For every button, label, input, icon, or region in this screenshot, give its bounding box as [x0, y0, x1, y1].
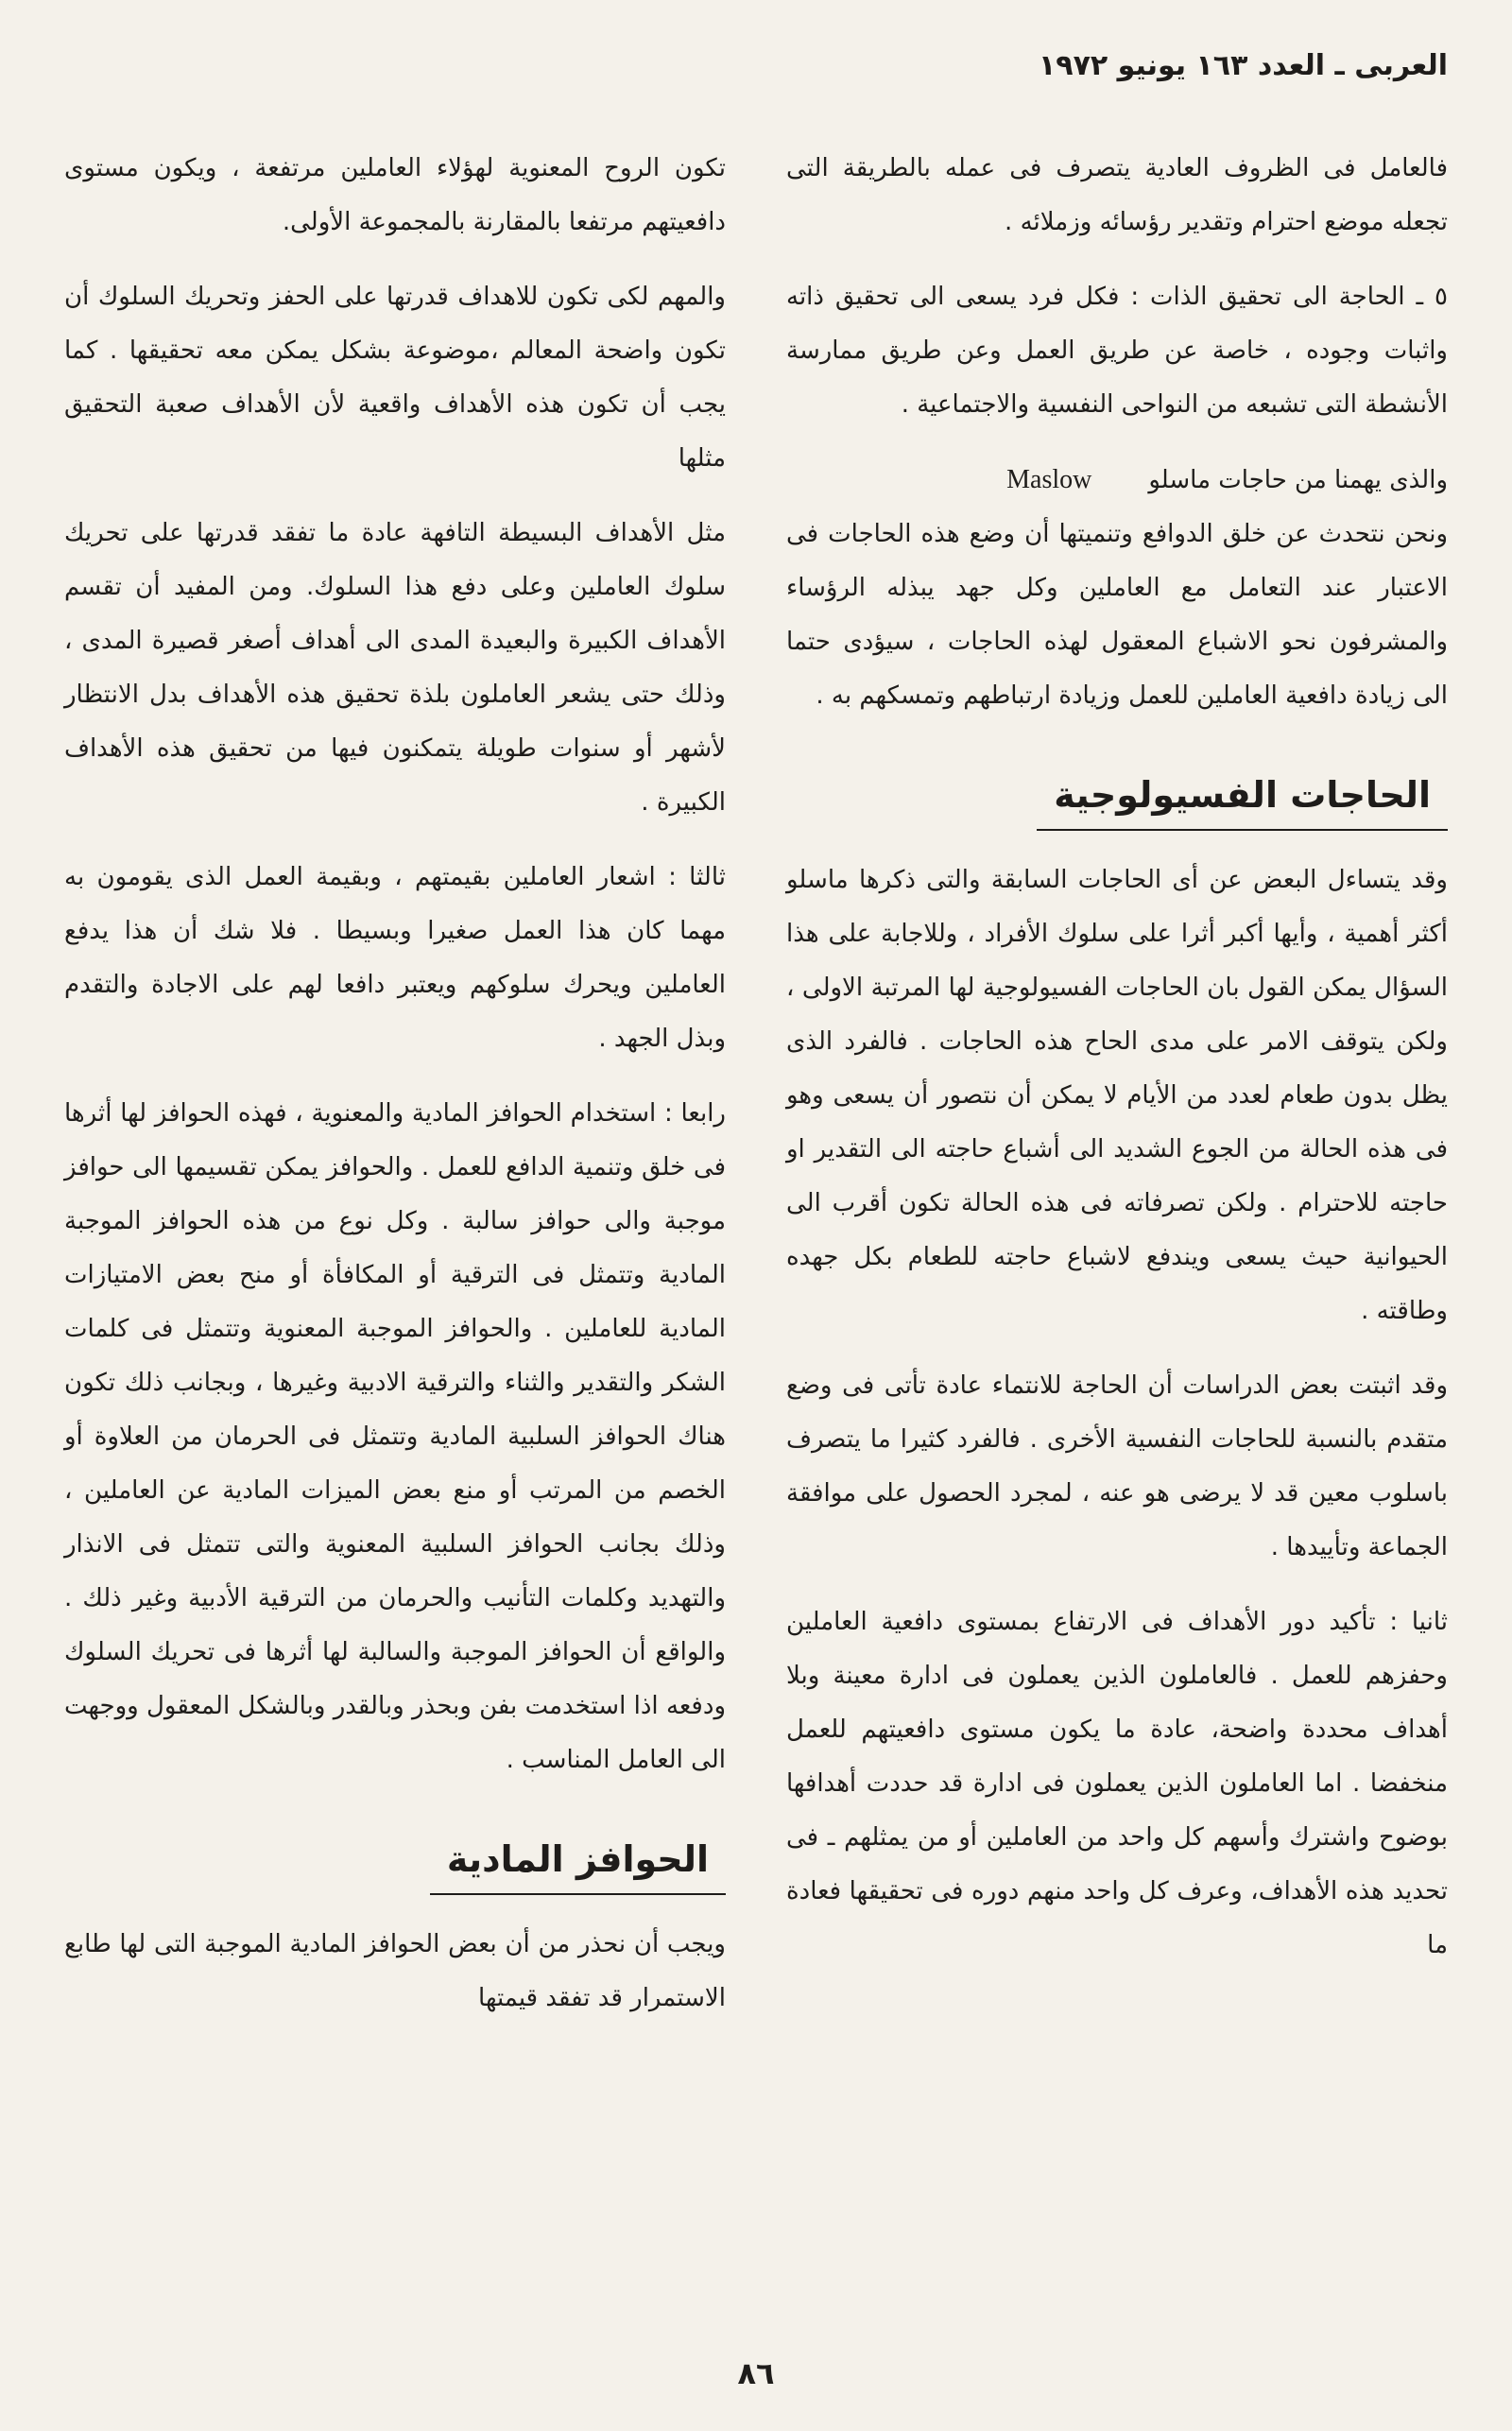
paragraph: وقد يتساءل البعض عن أى الحاجات السابقة والتى ذكرها ماسلو أكثر أهمية ، وأيها أكبر أثرا على سلوك الأفراد ، وللاجابة على هذا السؤال يمكن القول بان الحاجات الفسيولوجية لها المرتبة الاولى ، ولكن يتوقف الامر على مدى الحاح هذه الحاجات . فالفرد الذى يظل بدون طعام لعدد من الأيام لا يمكن أن نتصور أن يسعى وهو فى هذه الحالة من الجوع الشديد الى أشباع حاجته الى التقدير او حاجته للاحترام . ولكن تصرفاته فى هذه الحالة تكون أقرب الى الحيوانية حيث يسعى ويندفع لاشباع حاجته للطعام بكل جهده وطاقته . [786, 866, 1448, 1325]
section-heading-text: الحوافز المادية [430, 1831, 726, 1895]
section-heading [64, 1831, 726, 1895]
paragraph: ونحن نتحدث عن خلق الدوافع وتنميتها أن وضع هذه الحاجات فى الاعتبار عند التعامل مع العاملين وكل جهد يبذله الرؤساء والمشرفون نحو الاشباع المعقول لهذه الحاجات ، سيؤدى حتما الى زيادة دافعية العاملين للعمل وزيادة ارتباطهم وتمسكهم به . [786, 520, 1448, 710]
paragraph: ٥ ـ الحاجة الى تحقيق الذات : فكل فرد يسعى الى تحقيق ذاته واثبات وجوده ، خاصة عن طريق العمل وعن طريق ممارسة الأنشطة التى تشبعه من النواحى النفسية والاجتماعية . [786, 283, 1448, 419]
page-number: ٨٦ [737, 2355, 775, 2391]
paragraph: والمهم لكى تكون للاهداف قدرتها على الحفز وتحريك السلوك أن تكون واضحة المعالم ،موضوعة بشكل يمكن معه تحقيقها . كما يجب أن تكون هذه الأهداف واقعية لأن الأهداف صعبة التحقيق مثلها [64, 283, 726, 473]
right-column [786, 142, 1448, 1993]
paragraph: فالعامل فى الظروف العادية يتصرف فى عمله بالطريقة التى تجعله موضع احترام وتقدير رؤسائه وزملائه . [786, 154, 1448, 236]
paragraph: ثانيا : تأكيد دور الأهداف فى الارتفاع بمستوى دافعية العاملين وحفزهم للعمل . فالعاملون الذين يعملون فى ادارة معينة وبلا أهداف محددة واضحة، عادة ما يكون مستوى دافعيتهم للعمل منخفضا . اما العاملون الذين يعملون فى ادارة قد حددت أهدافها بوضوح واشترك وأسهم كل واحد من العاملين أو من يمثلهم ـ فى تحديد هذه الأهداف، وعرف كل واحد منهم دوره فى تحقيقها فعادة ما [786, 1608, 1448, 1959]
paragraph: ويجب أن نحذر من أن بعض الحوافز المادية الموجبة التى لها طابع الاستمرار قد تفقد قيمتها [64, 1930, 726, 2012]
paragraph: ثالثا : اشعار العاملين بقيمتهم ، وبقيمة العمل الذى يقومون به مهما كان هذا العمل صغيرا وبسيطا . فلا شك أن هذا يدفع العاملين ويحرك سلوكهم ويعتبر دافعا لهم على الاجادة والتقدم وبذل الجهد . [64, 863, 726, 1053]
paragraph: وقد اثبتت بعض الدراسات أن الحاجة للانتماء عادة تأتى فى وضع متقدم بالنسبة للحاجات النفسية الأخرى . فالفرد كثيرا ما يتصرف باسلوب معين قد لا يرضى هو عنه ، لمجرد الحصول على موافقة الجماعة وتأييدها . [786, 1371, 1448, 1561]
section-heading [786, 767, 1448, 831]
running-head: العربى ـ العدد ١٦٣ يونيو ١٩٧٢ [1038, 49, 1448, 82]
section-heading-text: الحاجات الفسيولوجية [1037, 767, 1448, 831]
paragraph: رابعا : استخدام الحوافز المادية والمعنوية ، فهذه الحوافز لها أثرها فى خلق وتنمية الدافع للعمل . والحوافز يمكن تقسيمها الى حوافز موجبة والى حوافز سالبة . وكل نوع من هذه الحوافز الموجبة المادية وتتمثل فى الترقية أو المكافأة أو منح بعض الامتيازات المادية للعاملين . والحوافز الموجبة المعنوية وتتمثل فى كلمات الشكر والتقدير والثناء والترقية الادبية وغيرها ، وبجانب ذلك تكون هناك الحوافز السلبية المادية وتتمثل فى الحرمان من العلاوة أو الخصم من المرتب أو منع بعض الميزات المادية عن العاملين ، وذلك بجانب الحوافز السلبية المعنوية والتى تتمثل فى الانذار والتهديد وكلمات التأنيب والحرمان من الترقية الأدبية وغير ذلك . والواقع أن الحوافز الموجبة والسالبة لها أثرها فى تحريك السلوك ودفعه اذا استخدمت بفن وبحذر وبالقدر وبالشكل المعقول ووجهت الى العامل المناسب . [64, 1099, 726, 1774]
paragraph: مثل الأهداف البسيطة التافهة عادة ما تفقد قدرتها على تحريك سلوك العاملين وعلى دفع هذا السلوك. ومن المفيد أن تقسم الأهداف الكبيرة والبعيدة المدى الى أهداف أصغر قصيرة المدى ، وذلك حتى يشعر العاملون بلذة تحقيق هذه الأهداف بدل الانتظار لأشهر أو سنوات طويلة يتمكنون فيها من تحقيق هذه الأهداف الكبيرة . [64, 519, 726, 817]
maslow-latin-term: Maslow [1006, 465, 1092, 494]
maslow-line-arabic: والذى يهمنا من حاجات ماسلو [1148, 466, 1448, 494]
paragraph: تكون الروح المعنوية لهؤلاء العاملين مرتفعة ، ويكون مستوى دافعيتهم مرتفعا بالمقارنة بالمجموعة الأولى. [64, 154, 726, 236]
left-column [64, 142, 726, 2046]
paragraph [786, 453, 1448, 508]
